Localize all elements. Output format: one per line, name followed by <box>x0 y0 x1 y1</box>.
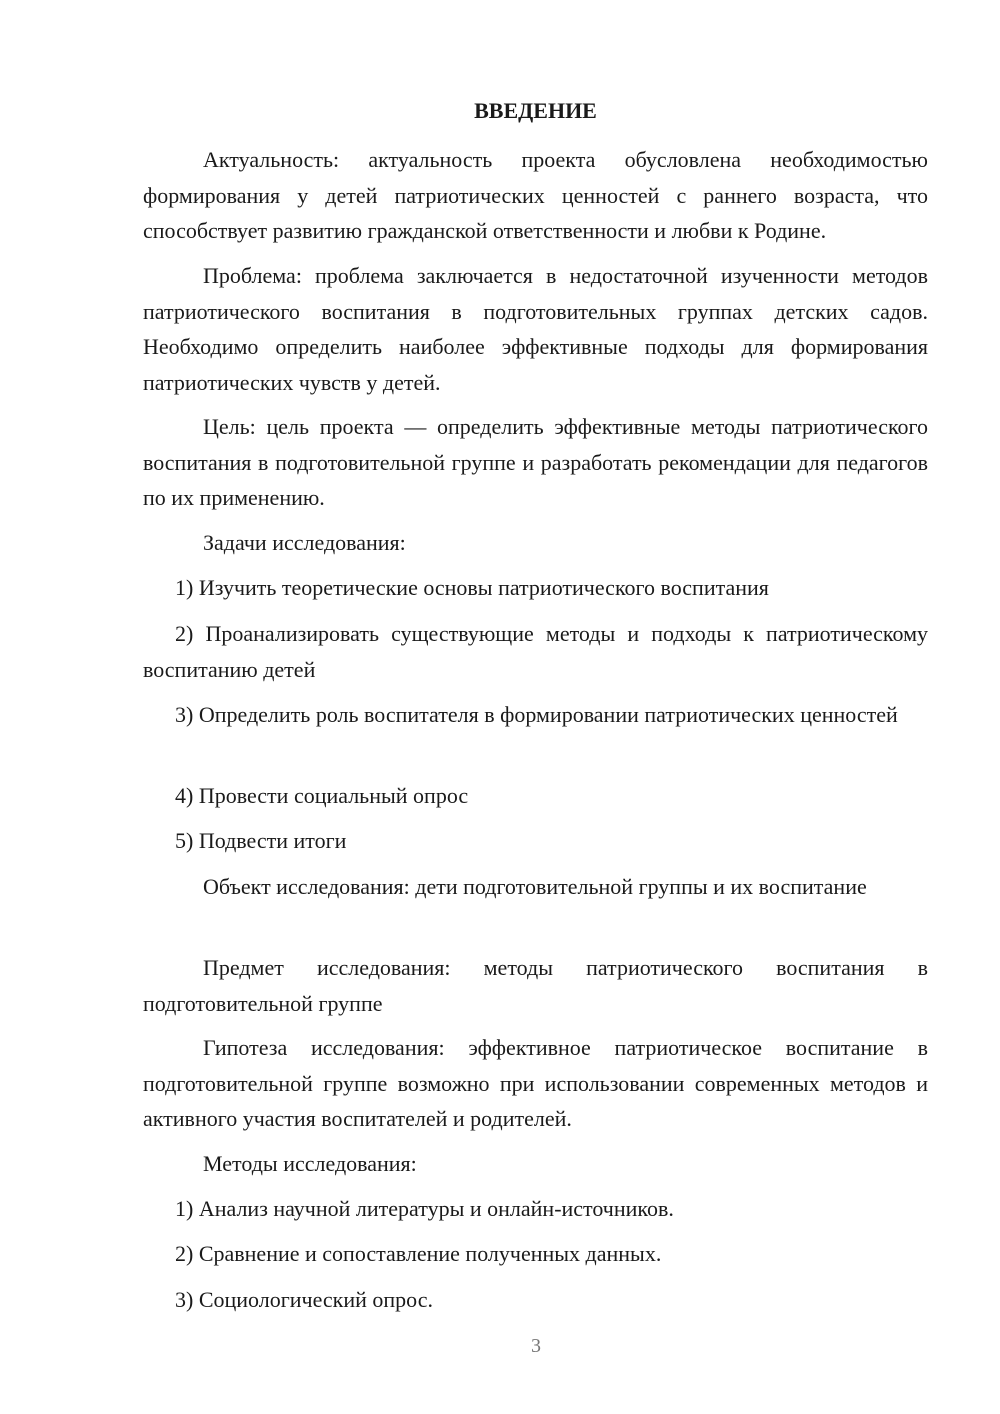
hypothesis-paragraph: Гипотеза исследования: эффективное патриотическое воспитание в подготовительной группе возможно при использовании современных методов и активного участия воспитателей и родителей. <box>143 1035 928 1131</box>
page-number: 3 <box>531 1335 541 1357</box>
relevance-paragraph: Актуальность: актуальность проекта обусловлена необходимостью формирования у детей патриотических ценностей с раннего возраста, что способствует развитию гражданской ответственности и любви к Родине. <box>143 147 928 243</box>
method-item-3: 3) Социологический опрос. <box>175 1287 433 1312</box>
method-item-2: 2) Сравнение и сопоставление полученных данных. <box>175 1241 662 1266</box>
problem-paragraph: Проблема: проблема заключается в недостаточной изученности методов патриотического воспитания в подготовительных группах детских садов. Необходимо определить наиболее эффективные подходы для формирования патриотических чувств у детей. <box>143 263 928 395</box>
task-item-5: 5) Подвести итоги <box>175 828 347 853</box>
task-item-1: 1) Изучить теоретические основы патриотического воспитания <box>175 575 769 600</box>
goal-paragraph: Цель: цель проекта — определить эффективные методы патриотического воспитания в подготовительной группе и разработать рекомендации для педагогов по их применению. <box>143 414 928 510</box>
task-item-2: 2) Проанализировать существующие методы и подходы к патриотическому воспитанию детей <box>143 621 928 682</box>
task-item-4: 4) Провести социальный опрос <box>175 783 469 808</box>
subject-paragraph: Предмет исследования: методы патриотического воспитания в подготовительной группе <box>143 955 928 1016</box>
method-item-1: 1) Анализ научной литературы и онлайн-источников. <box>175 1196 674 1221</box>
page-title: ВВЕДЕНИЕ <box>474 98 597 123</box>
methods-heading: Методы исследования: <box>203 1151 417 1176</box>
task-item-3: 3) Определить роль воспитателя в формировании патриотических ценностей <box>175 702 898 727</box>
object-paragraph: Объект исследования: дети подготовительной группы и их воспитание <box>203 874 867 899</box>
tasks-heading: Задачи исследования: <box>203 530 406 555</box>
